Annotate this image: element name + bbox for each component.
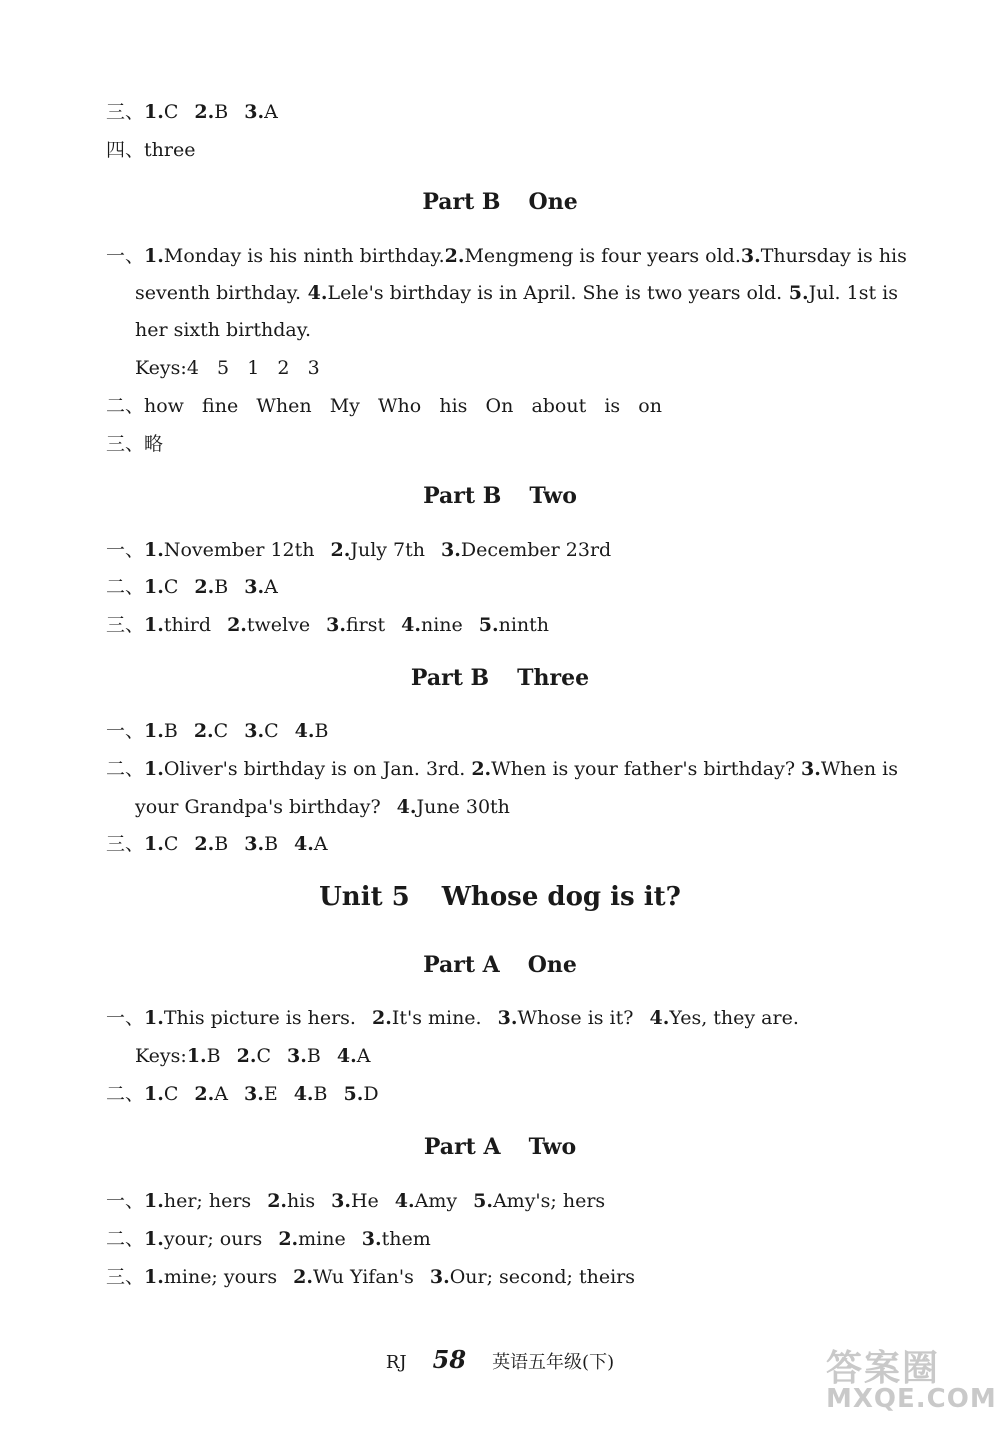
answer-item bbox=[144, 244, 445, 268]
answer-item bbox=[227, 613, 310, 637]
answer-item bbox=[344, 1082, 379, 1106]
answer-item bbox=[479, 613, 549, 637]
answer-number: 1. bbox=[144, 1190, 164, 1212]
answer-text: A bbox=[214, 1083, 228, 1105]
answer-line-pa-two-q1: 一、1.her; hers 2.his 3.He 4.Amy 5.Amy's; hers bbox=[106, 1190, 606, 1212]
answer-item bbox=[395, 1189, 457, 1213]
answer-text: A bbox=[264, 576, 278, 598]
answer-text: third bbox=[163, 614, 212, 636]
answer-number: 5. bbox=[788, 282, 809, 304]
answer-line-pb-three-q2-l2 bbox=[135, 795, 510, 819]
answer-line-si: 四、three bbox=[106, 139, 196, 161]
answer-item bbox=[194, 575, 228, 599]
answer-number: 5. bbox=[343, 1083, 364, 1105]
answer-item bbox=[295, 719, 329, 743]
answer-item bbox=[362, 1227, 431, 1251]
answer-text: B bbox=[314, 720, 329, 742]
answer-number: 2. bbox=[194, 1083, 215, 1105]
answer-number: 3. bbox=[441, 539, 461, 561]
answer-text: B bbox=[214, 833, 229, 855]
answer-item bbox=[135, 795, 381, 819]
answer-number: 1. bbox=[144, 758, 164, 780]
answer-text: December 23rd bbox=[460, 539, 612, 561]
answer-item bbox=[287, 1044, 321, 1068]
answer-line-san: 三、1.C 2.B 3.A bbox=[106, 101, 278, 123]
answer-item bbox=[293, 1265, 414, 1289]
answer-item bbox=[144, 1082, 178, 1106]
section-heading-part-b-one: Part B One bbox=[422, 189, 578, 215]
answer-line-pb-one-q1-l3: her sixth birthday. bbox=[135, 319, 311, 341]
answer-text: nine bbox=[420, 614, 463, 636]
answer-number: 1. bbox=[144, 720, 164, 742]
answer-number: 2. bbox=[236, 1045, 257, 1067]
answer-text: Jul. 1st is bbox=[808, 282, 898, 304]
answer-number: 3. bbox=[287, 1045, 307, 1067]
answer-text: June 30th bbox=[416, 796, 510, 818]
section-heading-part-a-two: Part A Two bbox=[423, 1134, 577, 1160]
answer-number: 1. bbox=[144, 1228, 164, 1250]
answer-text: Wu Yifan's bbox=[312, 1266, 414, 1288]
answer-item bbox=[244, 719, 278, 743]
answer-item bbox=[144, 538, 314, 562]
answer-number: 1. bbox=[186, 1045, 207, 1067]
answer-number: 4. bbox=[401, 614, 421, 636]
answer-line-pb-one-keys: Keys:4 5 1 2 3 bbox=[135, 357, 320, 379]
answer-text: When is your father's birthday? bbox=[491, 758, 796, 780]
answer-text: Our; second; theirs bbox=[449, 1266, 635, 1288]
answer-text: C bbox=[213, 720, 229, 742]
answer-item bbox=[144, 100, 178, 124]
answer-item bbox=[267, 1189, 315, 1213]
section-heading-part-a-one: Part A One bbox=[423, 952, 577, 978]
answer-line-pa-one-q1: 一、1.This picture is hers. 2.It's mine. 3.Whose is it? 4.Yes, they are. bbox=[106, 1007, 799, 1029]
answer-number: 3. bbox=[244, 576, 265, 598]
answer-text: C bbox=[256, 1045, 272, 1067]
answer-text: Amy's; hers bbox=[492, 1190, 606, 1212]
answer-text: A bbox=[264, 101, 278, 123]
answer-line-pb-two-q2: 二、1.C 2.B 3.A bbox=[106, 576, 278, 598]
answer-number: 1. bbox=[144, 1266, 164, 1288]
answer-number: 2. bbox=[267, 1190, 288, 1212]
answer-text: A bbox=[356, 1045, 371, 1067]
answer-item bbox=[135, 281, 301, 305]
answer-text: them bbox=[381, 1228, 431, 1250]
answer-text: twelve bbox=[246, 614, 311, 636]
answer-number: 4. bbox=[294, 720, 315, 742]
answer-item bbox=[144, 1189, 251, 1213]
answer-text: B bbox=[313, 1083, 328, 1105]
answer-item bbox=[308, 281, 783, 305]
answer-item bbox=[372, 1006, 482, 1030]
answer-item bbox=[144, 1227, 262, 1251]
answer-item bbox=[144, 832, 178, 856]
answer-text: your Grandpa's birthday? bbox=[135, 796, 381, 818]
answer-item bbox=[741, 244, 907, 268]
answer-text: This picture is hers. bbox=[163, 1007, 356, 1029]
answer-text: It's mine. bbox=[391, 1007, 482, 1029]
answer-item bbox=[401, 613, 463, 637]
answer-text: B bbox=[214, 576, 229, 598]
answer-number: 4. bbox=[396, 796, 417, 818]
answer-text: B bbox=[214, 101, 229, 123]
answer-number: 1. bbox=[144, 1007, 164, 1029]
answer-text: C bbox=[163, 576, 179, 598]
answer-text: B bbox=[264, 833, 279, 855]
answer-number: 4. bbox=[394, 1190, 415, 1212]
answer-item bbox=[294, 1082, 328, 1106]
answer-text: C bbox=[163, 101, 179, 123]
answer-line-pb-two-q3: 三、1.third 2.twelve 3.first 4.nine 5.ninth bbox=[106, 614, 550, 636]
answer-number: 3. bbox=[326, 614, 346, 636]
answer-number: 4. bbox=[307, 282, 328, 304]
answer-text: B bbox=[306, 1045, 321, 1067]
answer-text: B bbox=[163, 720, 178, 742]
answer-text: Whose is it? bbox=[517, 1007, 634, 1029]
answer-number: 3. bbox=[497, 1007, 518, 1029]
answer-text: A bbox=[313, 833, 328, 855]
answer-item bbox=[144, 613, 211, 637]
page-number: 58 bbox=[432, 1345, 467, 1374]
answer-text: Mengmeng is four years old. bbox=[464, 245, 741, 267]
answer-number: 2. bbox=[371, 1007, 392, 1029]
answer-number: 4. bbox=[649, 1007, 670, 1029]
answer-number: 3. bbox=[244, 720, 265, 742]
answer-line-pb-one-q1-l2 bbox=[135, 281, 898, 305]
answer-item bbox=[801, 757, 898, 781]
answer-number: 1. bbox=[144, 614, 164, 636]
answer-number: 3. bbox=[801, 758, 821, 780]
answer-text: D bbox=[363, 1083, 379, 1105]
answer-item bbox=[144, 719, 178, 743]
answer-item bbox=[326, 613, 385, 637]
answer-text: C bbox=[264, 720, 279, 742]
answer-number: 1. bbox=[144, 833, 164, 855]
footer-book-title: 英语五年级(下) bbox=[492, 1352, 615, 1373]
section-heading-part-b-three: Part B Three bbox=[410, 665, 590, 691]
answer-line-pb-three-q2-l1: 二、1.Oliver's birthday is on Jan. 3rd. 2.When is your father's birthday? 3.When is bbox=[106, 758, 898, 780]
answer-item bbox=[244, 575, 278, 599]
answer-text: her; hers bbox=[163, 1190, 252, 1212]
answer-text: his bbox=[287, 1190, 316, 1212]
answer-number: 1. bbox=[144, 539, 164, 561]
answer-text: ninth bbox=[498, 614, 550, 636]
answer-line-pb-three-q1: 一、1.B 2.C 3.C 4.B bbox=[106, 720, 329, 742]
answer-text: seventh birthday. bbox=[135, 282, 302, 304]
answer-item bbox=[187, 1044, 221, 1068]
answer-number: 1. bbox=[144, 101, 164, 123]
answer-text: C bbox=[163, 1083, 179, 1105]
answer-text: Yes, they are. bbox=[669, 1007, 799, 1029]
answer-text: July 7th bbox=[350, 539, 426, 561]
answer-number: 2. bbox=[194, 833, 215, 855]
answer-number: 3. bbox=[429, 1266, 450, 1288]
answer-line-pa-one-keys: Keys:1.B 2.C 3.B 4.A bbox=[135, 1045, 371, 1067]
answer-text: C bbox=[163, 833, 179, 855]
answer-text: your; ours bbox=[163, 1228, 263, 1250]
answer-number: 5. bbox=[478, 614, 499, 636]
unit-title: Unit 5 Whose dog is it? bbox=[319, 882, 681, 912]
answer-number: 2. bbox=[194, 576, 215, 598]
answer-number: 1. bbox=[144, 576, 164, 598]
answer-number: 2. bbox=[278, 1228, 299, 1250]
answer-number: 3. bbox=[331, 1190, 351, 1212]
answer-item bbox=[649, 1006, 798, 1030]
answer-text: Oliver's birthday is on Jan. 3rd. bbox=[163, 758, 466, 780]
answer-number: 2. bbox=[293, 1266, 313, 1288]
answer-text: mine; yours bbox=[163, 1266, 278, 1288]
section-heading-part-b-two: Part B Two bbox=[423, 483, 577, 509]
answer-item bbox=[244, 100, 278, 124]
answer-item bbox=[441, 538, 611, 562]
answer-number: 2. bbox=[471, 758, 492, 780]
answer-number: 4. bbox=[336, 1045, 357, 1067]
answer-text: Thursday is his bbox=[760, 245, 907, 267]
answer-item bbox=[471, 757, 795, 781]
answer-item bbox=[331, 1189, 379, 1213]
answer-line-pb-one-q3: 三、略 bbox=[106, 433, 164, 455]
answer-item bbox=[498, 1006, 634, 1030]
answer-item bbox=[337, 1044, 371, 1068]
answer-text: E bbox=[263, 1083, 278, 1105]
answer-number: 3. bbox=[361, 1228, 382, 1250]
answer-number: 2. bbox=[194, 101, 215, 123]
answer-number: 4. bbox=[293, 1083, 314, 1105]
answer-item bbox=[194, 832, 228, 856]
answer-item bbox=[144, 1006, 356, 1030]
answer-number: 3. bbox=[243, 1083, 264, 1105]
answer-number: 5. bbox=[473, 1190, 493, 1212]
answer-item bbox=[144, 575, 178, 599]
watermark-logo: 答案圈 MXQE.COM bbox=[826, 1348, 997, 1414]
answer-text: November 12th bbox=[163, 539, 315, 561]
answer-item bbox=[430, 1265, 635, 1289]
answer-number: 2. bbox=[193, 720, 214, 742]
answer-item bbox=[194, 100, 228, 124]
answer-number: 2. bbox=[330, 539, 351, 561]
answer-number: 4. bbox=[294, 833, 314, 855]
answer-line-pa-one-q2: 二、1.C 2.A 3.E 4.B 5.D bbox=[106, 1083, 379, 1105]
answer-item bbox=[278, 1227, 345, 1251]
answer-line-pb-one-q1-l1: 一、1.Monday is his ninth birthday. 2.Mengmeng is four years old. 3.Thursday is his bbox=[106, 245, 907, 267]
answer-item bbox=[194, 1082, 228, 1106]
answer-text: first bbox=[345, 614, 386, 636]
answer-line-pb-one-q2: 二、how fine When My Who his On about is on bbox=[106, 395, 662, 417]
answer-number: 1. bbox=[144, 1083, 164, 1105]
answer-item bbox=[473, 1189, 605, 1213]
answer-item bbox=[194, 719, 228, 743]
answer-item bbox=[294, 832, 328, 856]
answer-text: Monday is his ninth birthday. bbox=[163, 245, 445, 267]
answer-number: 3. bbox=[244, 833, 265, 855]
answer-item bbox=[237, 1044, 271, 1068]
answer-text: When is bbox=[820, 758, 898, 780]
answer-text: mine bbox=[298, 1228, 346, 1250]
answer-item bbox=[244, 832, 278, 856]
answer-line-pa-two-q3: 三、1.mine; yours 2.Wu Yifan's 3.Our; second; theirs bbox=[106, 1266, 635, 1288]
answer-item bbox=[397, 795, 510, 819]
answer-number: 2. bbox=[227, 614, 247, 636]
answer-text: Lele's birthday is in April. She is two years old. bbox=[327, 282, 783, 304]
answer-line-pb-two-q1: 一、1.November 12th 2.July 7th 3.December 23rd bbox=[106, 539, 612, 561]
answer-item bbox=[244, 1082, 278, 1106]
answer-number: 3. bbox=[740, 245, 761, 267]
answer-item bbox=[144, 1265, 277, 1289]
answer-item bbox=[331, 538, 426, 562]
answer-number: 3. bbox=[244, 101, 265, 123]
answer-number: 2. bbox=[444, 245, 465, 267]
footer-edition: RJ bbox=[385, 1352, 407, 1373]
answer-text: Amy bbox=[414, 1190, 458, 1212]
answer-line-pa-two-q2: 二、1.your; ours 2.mine 3.them bbox=[106, 1228, 431, 1250]
answer-number: 1. bbox=[144, 245, 164, 267]
answer-item bbox=[789, 281, 898, 305]
answer-text: B bbox=[206, 1045, 221, 1067]
answer-line-pb-three-q3: 三、1.C 2.B 3.B 4.A bbox=[106, 833, 328, 855]
answer-text: He bbox=[350, 1190, 379, 1212]
answer-item bbox=[144, 757, 465, 781]
answer-item bbox=[445, 244, 741, 268]
